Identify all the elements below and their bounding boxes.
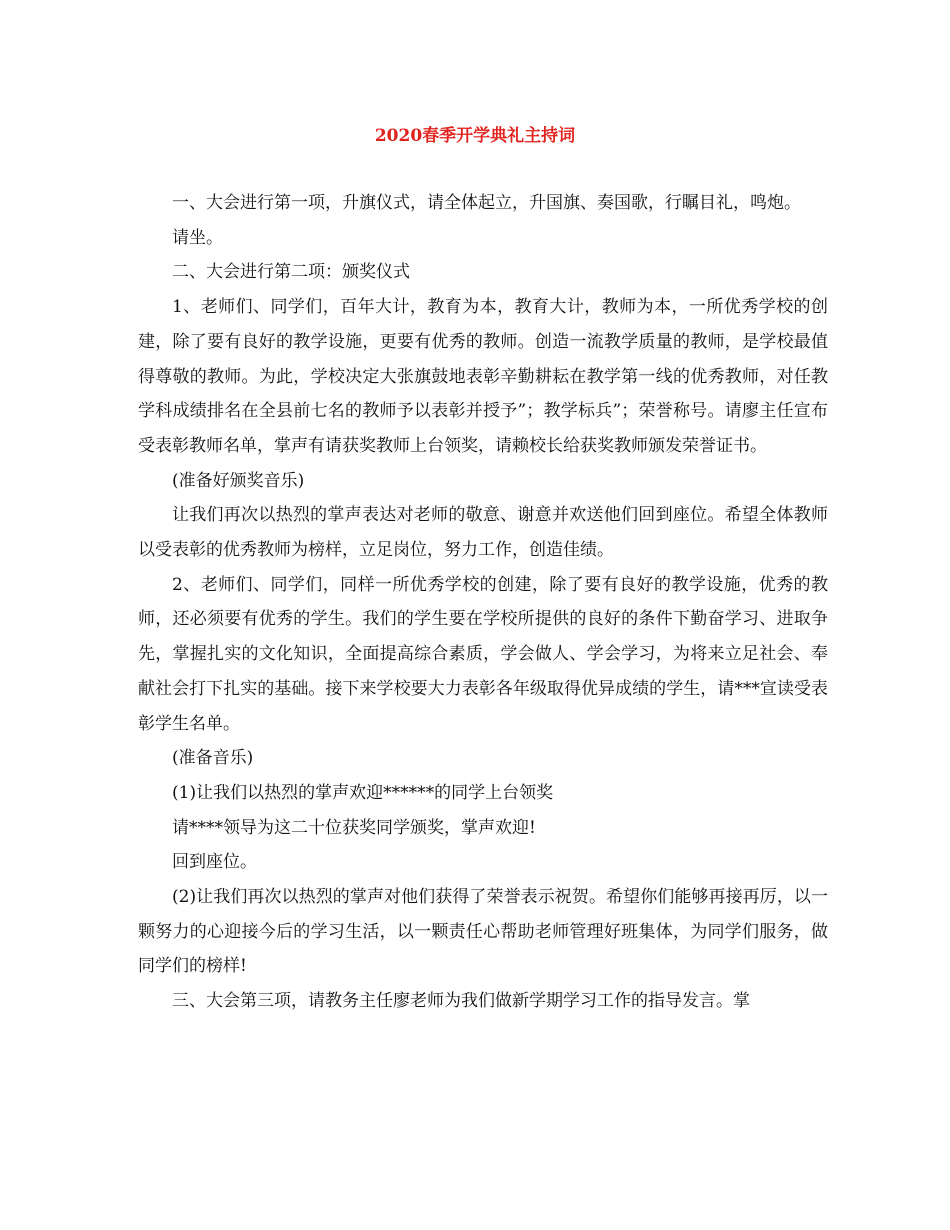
document-body xyxy=(138,186,828,1019)
paragraph: 请坐。 xyxy=(172,227,223,248)
paragraph: 1、老师们、同学们，百年大计，教育为本，教育大计，教师为本，一所优秀学校的创建，除了要有良好的教学设施，更要有优秀的教师。创造一流教学质量的教师，是学校最值得尊敬的教师。为此，学校决定大张旗鼓地表彰辛勤耕耘在教学第一线的优秀教师，对任教学科成绩排名在全县前七名的教师予以表彰并授予”；教学标兵”；荣誉称号。请廖主任宣布受表彰教师名单，掌声有请获奖教师上台领奖，请赖校长给获奖教师颁发荣誉证书。 xyxy=(138,297,828,456)
paragraph: 三、大会第三项，请教务主任廖老师为我们做新学期学习工作的指导发言。掌 xyxy=(172,991,750,1012)
paragraph: 二、大会进行第二项：颁奖仪式 xyxy=(172,262,410,283)
paragraph: 回到座位。 xyxy=(172,852,257,873)
paragraph: (1)让我们以热烈的掌声欢迎******的同学上台领奖 xyxy=(172,782,554,803)
paragraph: 2、老师们、同学们，同样一所优秀学校的创建，除了要有良好的教学设施，优秀的教师，还必须要有优秀的学生。我们的学生要在学校所提供的良好的条件下勤奋学习、进取争先，掌握扎实的文化知识，全面提高综合素质，学会做人、学会学习，为将来立足社会、奉献社会打下扎实的基础。接下来学校要大力表彰各年级取得优异成绩的学生，请***宣读受表彰学生名单。 xyxy=(138,574,828,734)
paragraph: 请****领导为这二十位获奖同学颁奖，掌声欢迎! xyxy=(172,817,536,838)
paragraph: (2)让我们再次以热烈的掌声对他们获得了荣誉表示祝贺。希望你们能够再接再厉，以一颗努力的心迎接今后的学习生活，以一颗责任心帮助老师管理好班集体，为同学们服务，做同学们的榜样! xyxy=(138,887,828,977)
paragraph: 让我们再次以热烈的掌声表达对老师的敬意、谢意并欢送他们回到座位。希望全体教师以受表彰的优秀教师为榜样，立足岗位，努力工作，创造佳绩。 xyxy=(138,505,828,561)
paragraph: 一、大会进行第一项，升旗仪式，请全体起立，升国旗、奏国歌，行瞩目礼，鸣炮。 xyxy=(172,193,801,213)
paragraph: (准备好颁奖音乐) xyxy=(172,470,305,491)
document-title: 2020春季开学典礼主持词 xyxy=(374,126,576,146)
paragraph: (准备音乐) xyxy=(172,748,254,769)
